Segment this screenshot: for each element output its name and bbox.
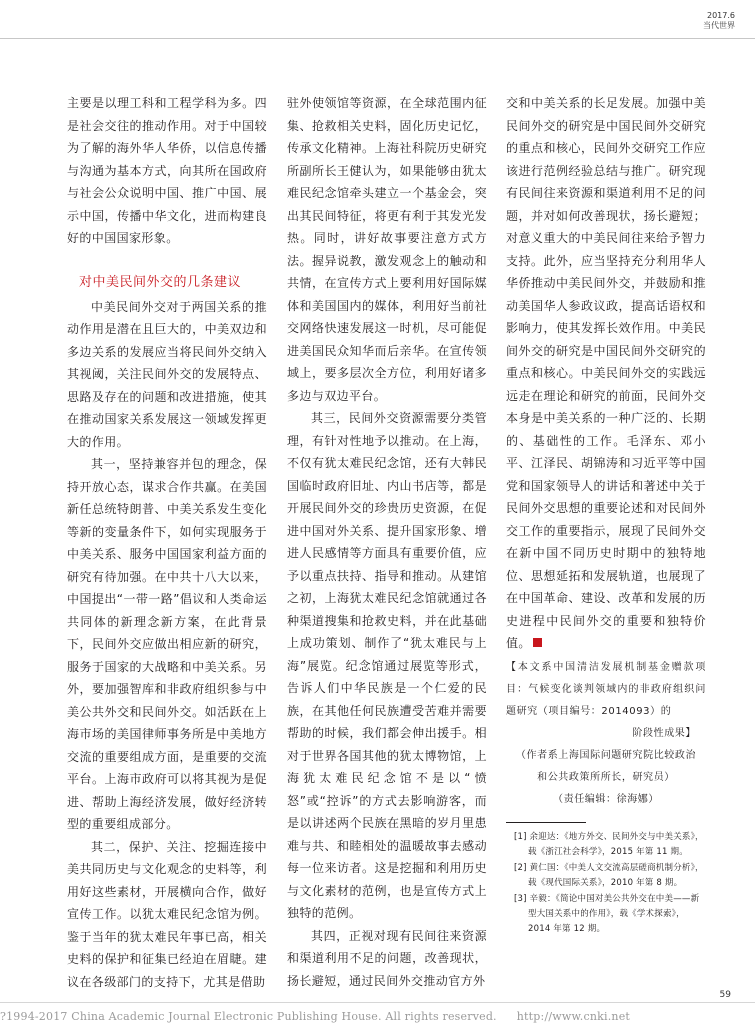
author-note: （作者系上海国际问题研究院比较政治 <box>515 749 697 761</box>
footnote-item: [1] 余迎达：《地方外交、民间外交与中美关系》，载《浙江社会科学》，2015 年第 11 期。 <box>514 832 704 857</box>
column-2 <box>287 92 487 992</box>
paragraph: 其三，民间外交资源需要分类管理，有针对性地予以推动。在上海，不仅有犹太难民纪念馆，还有大韩民国临时政府旧址、内山书店等，都是开展民间外交的珍贵历史资源，在促进中国对外关系、提升国家形象、增进人民感情等方面具有重要价值，应予以重点扶持、指导和推动。从建馆之初，上海犹太难民纪念馆就通过各种渠道搜集和抢救史料，并在此基础上成功策划、制作了“犹太难民与上海”展览。纪念馆通过展览等形式，告诉人们中华民族是一个仁爱的民族，在其他任何民族遭受苦难并需要帮助的时候，我们都会伸出援手。相对于世界各国其他的犹太博物馆，上海犹太难民纪念馆不是以“愤怒”或“控诉”的方式去影响游客，而是以讲述两个民族在黑暗的岁月里患难与共、和睦相处的温暖故事去感动每一位来访者。这是挖掘和利用历史与文化素材的范例，也是宣传方式上独特的范例。 <box>287 411 487 920</box>
paragraph: 中美民间外交对于两国关系的推动作用是潜在且巨大的，中美双边和多边关系的发展应当将民间外交纳入其视阈，关注民间外交的发展特点、思路及存在的问题和改进措施，使其在推动国家关系发展这一领域发挥更大的作用。 <box>67 299 267 449</box>
paragraph: 其四，正视对现有民间往来资源和渠道利用不足的问题，改善现状，扬长避短，通过民间外交推动官方外 <box>287 928 487 988</box>
page-number: 59 <box>719 990 731 1000</box>
editor-note: （责任编辑：徐海娜） <box>553 793 659 805</box>
paragraph: 驻外使领馆等资源，在全球范围内征集、抢救相关史料，固化历史记忆，传承文化精神。上海社科院历史研究所副所长王健认为，如果能够由犹太难民纪念馆牵头建立一个基金会，突出其民间特征，将更有利于其发光发热。同时，讲好故事要注意方式方法。握异说教，激发观念上的触动和共情，在宣传方式上要利用好国际媒体和美国国内的媒体，利用好当前社交网络快速发展这一时机，尽可能促进美国民众知华而后亲华。在宣传领域上，要多层次全方位，利用好诸多多边与双边平台。 <box>287 96 487 403</box>
paragraph: 其二，保护、关注、挖掘连接中美共同历史与文化观念的史料等，利用好这些素材，开展横向合作，做好宣传工作。以犹太难民纪念馆为例。鉴于当年的犹太难民年事已高，相关史料的保护和征集已经迫在眉睫。建议在各级部门的支持下，尤其是借助 <box>67 839 267 989</box>
site-url[interactable]: http://www.cnki.net <box>516 1010 631 1023</box>
footer-rule <box>0 1002 755 1003</box>
section-title: 对中美民间外交的几条建议 <box>79 274 242 290</box>
paragraph <box>506 92 706 655</box>
funding-note <box>506 657 706 811</box>
issue-number: 2017.6 <box>707 11 735 20</box>
running-header <box>703 11 735 31</box>
author-note: 和公共政策所所长，研究员） <box>537 771 675 783</box>
footnote-rule <box>506 822 586 823</box>
column-1 <box>67 92 267 993</box>
copyright-text: ?1994-2017 China Academic Journal Electronic Publishing House. All rights reserved. <box>0 1010 497 1023</box>
footnote-item: [2] 黄仁国：《中美人文交流高层磋商机制分析》，载《现代国际关系》，2010 年第 8 期。 <box>514 863 704 888</box>
end-mark-icon <box>533 638 542 647</box>
footnote-item: [3] 辛毅：《简论中国对美公共外交在中美——新型大国关系中的作用》，载《学术探索》，2014 年第 12 期。 <box>514 894 700 934</box>
funding-line: 阶段性成果】 <box>632 727 696 739</box>
paragraph-text: 交和中美关系的长足发展。加强中美民间外交的研究是中国民间外交研究的重点和核心，民间外交研究工作应该进行范例经验总结与推广。研究现有民间往来资源和渠道利用不足的问题，并对如何改善现状，扬长避短；对意义重大的中美民间往来给予智力支持。此外，应当坚持充分利用华人华侨推动中美民间外交，并鼓励和推动美国华人参政议政，提高话语权和影响力，使其发挥长效作用。中美民间外交的研究是中国民间外交研究的重点和核心。中美民间外交的实践远远走在理论和研究的前面，民间外交本身是中美关系的一种广泛的、长期的、基础性的工作。毛泽东、邓小平、江泽民、胡锦涛和习近平等中国党和国家领导人的讲话和著述中关于民间外交思想的重要论述和对民间外交工作的重要指示，展现了民间外交在新中国不同历史时期中的独特地位、思想延拓和发展轨道，也展现了在中国革命、建设、改革和发展的历史进程中民间外交的重要和独特价值。 <box>506 96 706 650</box>
copyright-notice <box>0 1010 630 1023</box>
journal-name: 当代世界 <box>703 21 735 30</box>
paragraph: 主要是以理工科和工程学科为多。四是社会交往的推动作用。对于中国较为了解的海外华人华侨，以信息传播与沟通为基本方式，向其所在国政府与社会公众说明中国、推广中国、展示中国，传播中华文化，进而构建良好的中国国家形象。 <box>67 96 267 245</box>
column-3 <box>506 92 706 811</box>
paragraph: 其一，坚持兼容并包的理念，保持开放心态，谋求合作共赢。在美国新任总统特朗普、中美关系发生变化等新的变量条件下，如何实现服务于中美关系、服务中国国家利益方面的研究有待加强。在中共十八大以来，中国提出“一带一路”倡议和人类命运共同体的新理念新方案，在此背景下，民间外交应做出相应新的研究，服务于国家的大战略和中美关系。另外，要加强智库和非政府组织参与中美公共外交和民间外交。如活跃在上海市场的美国律师事务所是中美地方交流的重要组成方面，是重要的交流平台。上海市政府可以将其视为是促进、帮助上海经济发展，做好经济转型的重要组成部分。 <box>67 457 267 831</box>
funding-line: 【本文系中国清洁发展机制基金赠款项目：气候变化谈判领域内的非政府组织问题研究（项目编号：2014093）的 <box>506 661 706 717</box>
footnotes <box>506 830 706 938</box>
header-rule <box>0 38 755 39</box>
